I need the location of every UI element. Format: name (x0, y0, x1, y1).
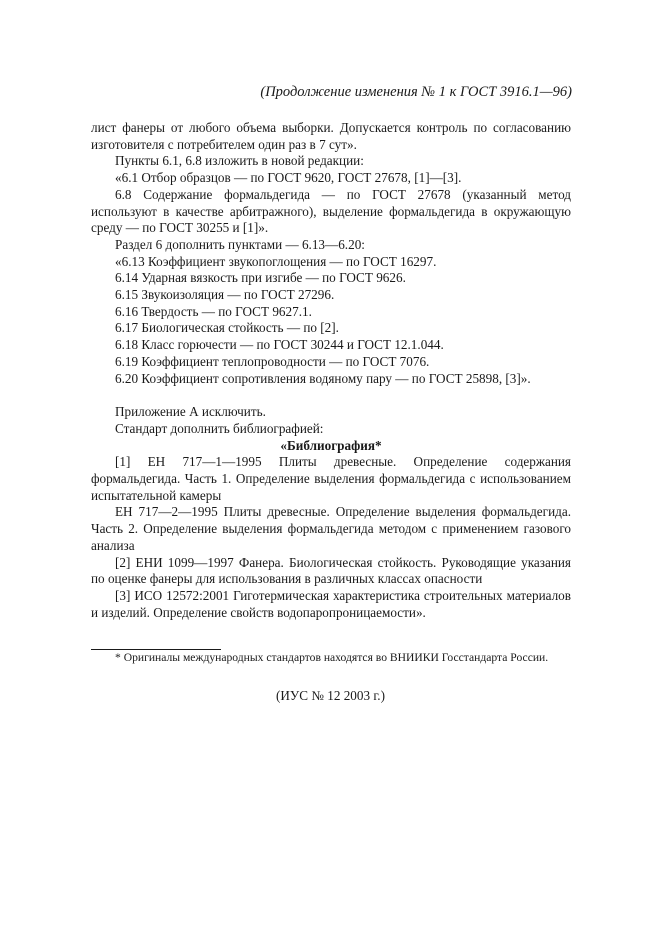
paragraph-continuation: лист фанеры от любого объема выборки. Допускается контроль по согласованию изготовителя с потребителем один раз в 7 сут». (91, 120, 571, 152)
bibliography-entry-3: [3] ИСО 12572:2001 Гиготермическая характеристика строительных материалов и изделий. Определение свойств водопаропроницаемости». (91, 587, 571, 620)
running-header: (Продолжение изменения № 1 к ГОСТ 3916.1—96) (260, 84, 572, 100)
paragraph-item-6-16: 6.16 Твердость — по ГОСТ 9627.1. (115, 303, 312, 319)
paragraph-item-6-17: 6.17 Биологическая стойкость — по [2]. (115, 320, 339, 336)
footnote-divider (91, 649, 221, 650)
paragraph-appendix: Приложение А исключить. (115, 404, 266, 420)
bibliography-heading: «Библиография* (280, 437, 382, 453)
footnote-text: * Оригиналы международных стандартов находятся во ВНИИКИ Госстандарта России. (115, 651, 549, 664)
paragraph-item-6-19: 6.19 Коэффициент теплопроводности — по ГОСТ 7076. (115, 353, 430, 369)
paragraph-item-6-1: «6.1 Отбор образцов — по ГОСТ 9620, ГОСТ 27678, [1]—[3]. (115, 170, 462, 186)
paragraph-item-6-18: 6.18 Класс горючести — по ГОСТ 30244 и ГОСТ 12.1.044. (115, 337, 444, 353)
bibliography-entry-1: [1] ЕН 717—1—1995 Плиты древесные. Определение содержания формальдегида. Часть 1. Определение выделения формальдегида с использованием испытательной камеры (91, 454, 571, 503)
paragraph-instruction-1: Пункты 6.1, 6.8 изложить в новой редакции: (115, 153, 364, 169)
footnote (91, 651, 571, 666)
ius-reference: (ИУС № 12 2003 г.) (276, 688, 385, 703)
paragraph-item-6-15: 6.15 Звукоизоляция — по ГОСТ 27296. (115, 287, 335, 303)
bibliography-entry-1b: ЕН 717—2—1995 Плиты древесные. Определение выделения формальдегида. Часть 2. Определение выделения формальдегида методом с применением газового анализа (91, 504, 571, 553)
paragraph-item-6-14: 6.14 Ударная вязкость при изгибе — по ГОСТ 9626. (115, 270, 406, 286)
document-body (91, 120, 571, 621)
paragraph-item-6-20: 6.20 Коэффициент сопротивления водяному пару — по ГОСТ 25898, [3]». (115, 370, 531, 386)
paragraph-item-6-8: 6.8 Содержание формальдегида — по ГОСТ 27678 (указанный метод используют в качестве арбитражного), выделение формальдегида в окружающую среду — по ГОСТ 30255 и [1]». (91, 186, 571, 236)
paragraph-spacer (91, 387, 571, 404)
paragraph-instruction-2: Раздел 6 дополнить пунктами — 6.13—6.20: (115, 236, 365, 252)
paragraph-item-6-13: «6.13 Коэффициент звукопоглощения — по ГОСТ 16297. (115, 253, 437, 269)
bibliography-entry-2: [2] ЕНИ 1099—1997 Фанера. Биологическая стойкость. Руководящие указания по оценке фанеры для использования в различных классах опасности (91, 554, 571, 587)
paragraph-bibliography-intro: Стандарт дополнить библиографией: (115, 420, 324, 436)
